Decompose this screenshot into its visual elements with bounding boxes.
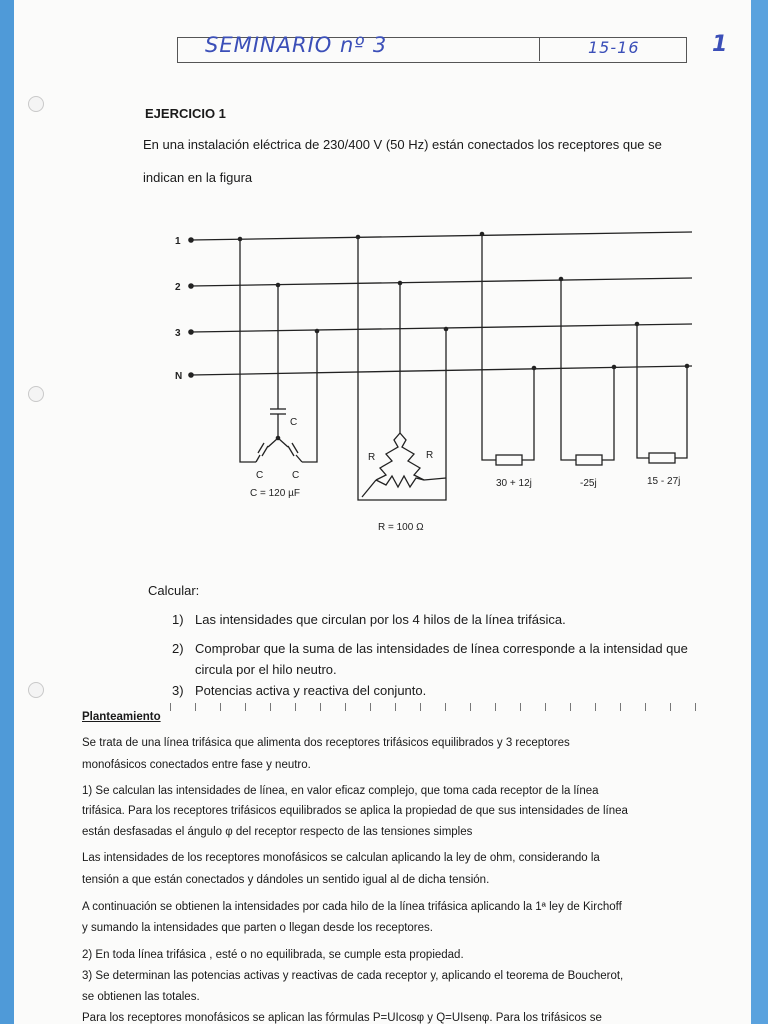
cap-label-top: C [290, 417, 298, 428]
line-1-label: 1 [175, 236, 181, 247]
exercise-title: EJERCICIO 1 [145, 106, 226, 121]
ruler-tick-strip [170, 703, 710, 711]
load-3-circuit [637, 324, 687, 463]
page-number: 1 [712, 32, 729, 57]
punch-hole [28, 682, 44, 698]
load-3-impedance: 15 - 27j [647, 476, 681, 487]
cap-label-right: C [292, 470, 300, 481]
line-3-wire [191, 324, 692, 332]
planteamiento-line: 3) Se determinan las potencias activas y reactivas de cada receptor y, aplicando el teorema de Boucherot, [82, 970, 624, 982]
load-2-impedance: -25j [580, 478, 597, 489]
res-label-left: R [368, 452, 376, 463]
line-3-label: 3 [175, 328, 181, 339]
terminal-2-dot [188, 283, 194, 289]
line-1-wire [191, 232, 692, 240]
planteamiento-line: A continuación se obtienen la intensidades por cada hilo de la línea trifásica aplicando la 1ª ley de Kirchoff [82, 901, 622, 913]
planteamiento-line: están desfasadas el ángulo φ del receptor respecto de las tensiones simples [82, 826, 473, 838]
questions-heading: Calcular: [148, 583, 200, 598]
planteamiento-line: tensión a que están conectados y dándoles un sentido igual al de dicha tensión. [82, 874, 490, 886]
planteamiento-line: Para los receptores monofásicos se aplican las fórmulas P=UIcosφ y Q=UIsenφ. Para los trifásicos se [82, 1012, 602, 1024]
planteamiento-line: se obtienen las totales. [82, 991, 200, 1003]
question-1-text: Las intensidades que circulan por los 4 hilos de la línea trifásica. [195, 612, 566, 627]
question-2-text-line1: Comprobar que la suma de las intensidades de línea corresponde a la intensidad que [195, 641, 688, 656]
line-2-wire [191, 278, 692, 286]
planteamiento-line: y sumando la intensidades que parten o llegan desde los receptores. [82, 922, 433, 934]
question-3-text: Potencias activa y reactiva del conjunto. [195, 683, 427, 698]
load-1-circuit [482, 234, 534, 465]
terminal-n-dot [188, 372, 194, 378]
seminar-title: SEMINARIO nº 3 [205, 33, 388, 57]
line-n-wire [191, 366, 692, 375]
planteamiento-title: Planteamiento [82, 711, 161, 723]
resistance-value: R = 100 Ω [378, 522, 424, 533]
res-label-right: R [426, 450, 434, 461]
question-2-text-line2: circula por el hilo neutro. [195, 662, 337, 677]
capacitance-value: C = 120 µF [250, 488, 300, 499]
exercise-intro-line2: indican en la figura [143, 170, 253, 185]
terminal-1-dot [188, 237, 194, 243]
planteamiento-line: Se trata de una línea trifásica que alimenta dos receptores trifásicos equilibrados y 3 receptores [82, 737, 570, 749]
line-n-label: N [175, 371, 183, 382]
cap-label-left: C [256, 470, 264, 481]
planteamiento-line: monofásicos conectados entre fase y neutro. [82, 759, 311, 771]
capacitor-star-receiver [240, 239, 317, 462]
planteamiento-line: 1) Se calculan las intensidades de línea, en valor eficaz complejo, que toma cada receptor de la línea [82, 785, 599, 797]
academic-year: 15-16 [588, 38, 640, 57]
terminal-3-dot [188, 329, 194, 335]
question-2-number: 2) [172, 641, 184, 656]
load-2-circuit [561, 279, 614, 465]
planteamiento-line: Las intensidades de los receptores monofásicos se calculan aplicando la ley de ohm, considerando la [82, 852, 600, 864]
load-1-impedance: 30 + 12j [496, 478, 532, 489]
planteamiento-line: trifásica. Para los receptores trifásicos equilibrados se aplica la propiedad de que sus intensidades de línea [82, 805, 628, 817]
line-2-label: 2 [175, 282, 181, 293]
planteamiento-line: 2) En toda línea trifásica , esté o no equilibrada, se cumple esta propiedad. [82, 949, 464, 961]
exercise-intro-line1: En una instalación eléctrica de 230/400 V (50 Hz) están conectados los receptores que se [143, 137, 662, 152]
question-1-number: 1) [172, 612, 184, 627]
question-3-number: 3) [172, 683, 184, 698]
